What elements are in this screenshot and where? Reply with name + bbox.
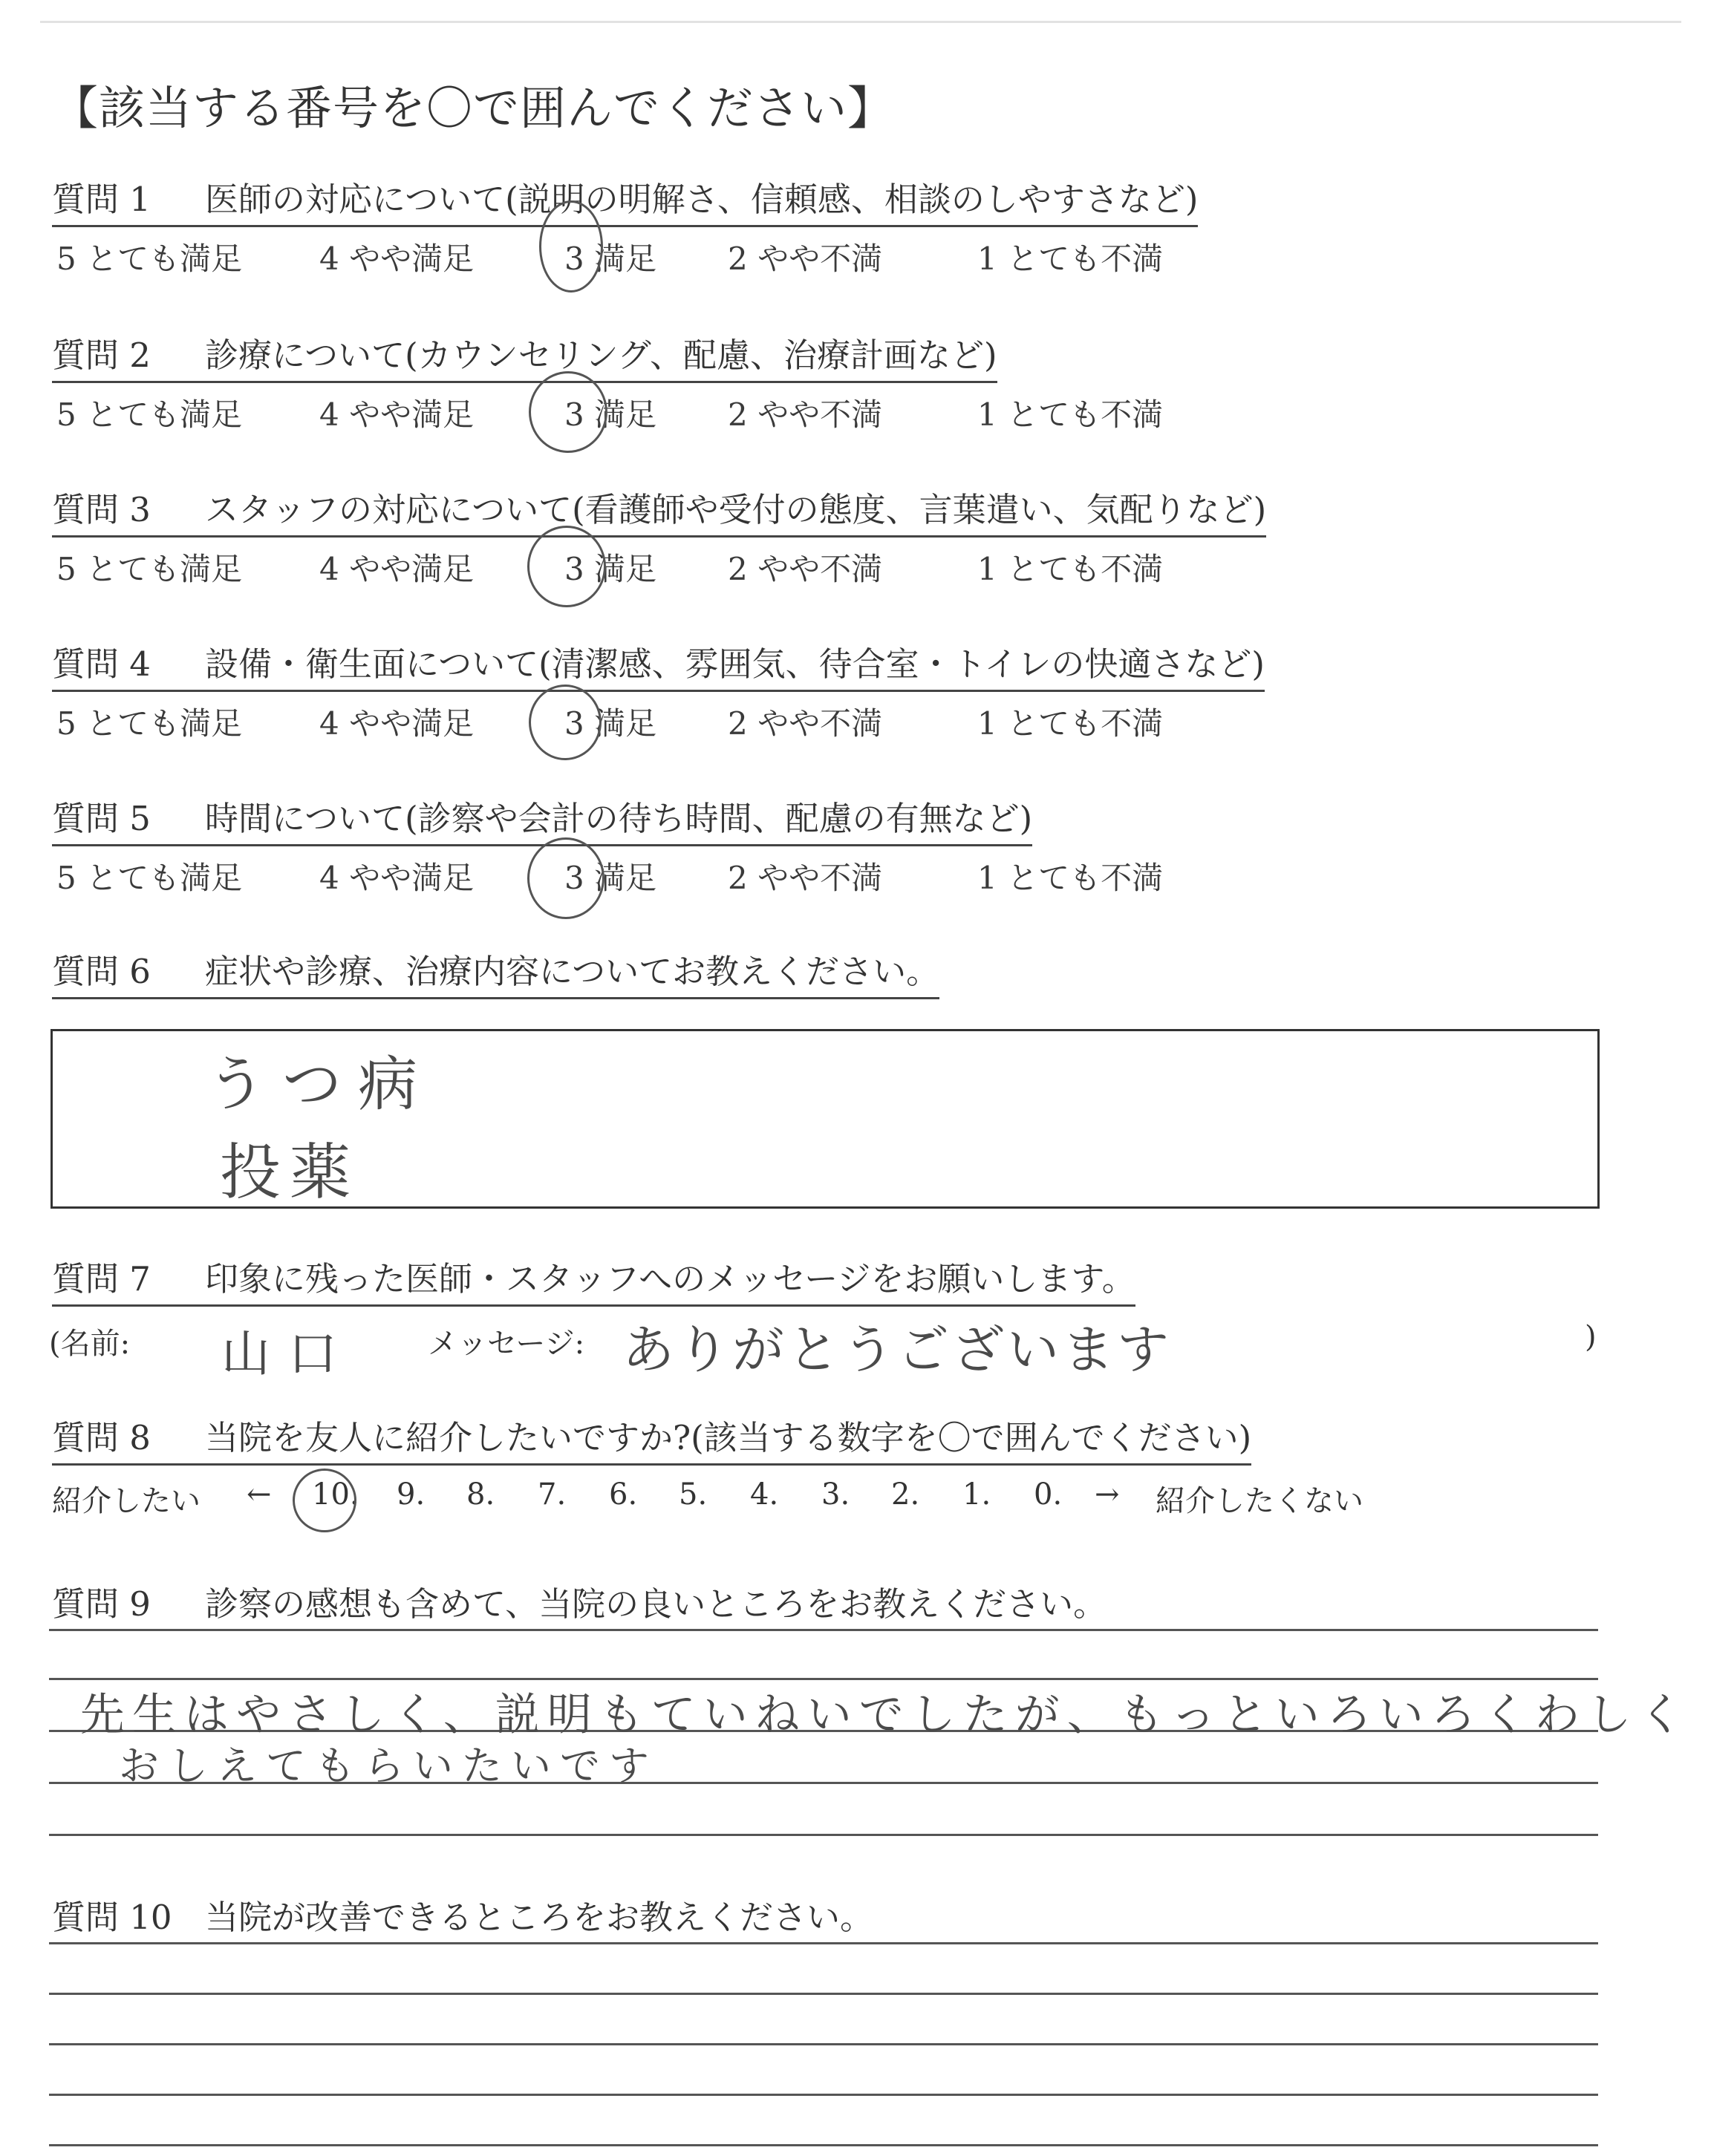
question-text: 医師の対応について(説明の明解さ、信頼感、相談のしやすさなど) [205,180,1199,219]
q10-answer-line [49,2094,1598,2096]
option-4[interactable]: 4 やや満足 [319,551,475,587]
top-edge-line [40,21,1681,23]
question-text: 診察の感想も含めて、当院の良いところをお教えください。 [205,1584,1107,1624]
q9-answer-line [49,1629,1598,1631]
question-4 [52,637,1265,692]
q9-answer-line-2[interactable]: おしえてもらいたいです [119,1742,658,1789]
question-text: 診療について(カウンセリング、配慮、治療計画など) [205,336,997,375]
handdrawn-circle-q5 [527,837,604,919]
option-2[interactable]: 2 やや不満 [728,860,883,896]
question-text: 設備・衛生面について(清潔感、雰囲気、待合室・トイレの快適さなど) [205,644,1265,684]
q6-answer-line-2: 投薬 [220,1137,360,1208]
question-5 [52,791,1032,846]
option-1[interactable]: 1 とても不満 [977,241,1164,277]
question-text: スタッフの対応について(看護師や受付の態度、言葉遣い、気配りなど) [205,490,1267,529]
question-number: 質問 7 [52,1259,151,1298]
question-1 [52,172,1198,227]
q10-answer-line [49,2043,1598,2045]
message-label: メッセージ: [428,1327,585,1361]
arrow-left-icon: ← [247,1477,272,1512]
question-6 [52,944,939,999]
score-7[interactable]: 7. [538,1477,567,1512]
score-0[interactable]: 0. [1034,1477,1063,1512]
option-5[interactable]: 5 とても満足 [56,705,243,742]
option-3[interactable]: 3 満足 [564,396,657,433]
question-number: 質問 1 [52,180,151,219]
question-2 [52,328,997,383]
question-10 [52,1890,873,1943]
option-1[interactable]: 1 とても不満 [977,551,1164,587]
option-1[interactable]: 1 とても不満 [977,396,1164,433]
option-4[interactable]: 4 やや満足 [319,705,475,742]
handdrawn-circle-q3 [527,526,606,607]
option-1[interactable]: 1 とても不満 [977,705,1164,742]
question-text: 時間について(診察や会計の待ち時間、配慮の有無など) [205,799,1033,838]
question-number: 質問 9 [52,1584,151,1624]
q10-answer-line [49,1942,1598,1944]
question-text: 症状や診療、治療内容についてお教えください。 [205,952,940,991]
recommend-left-label: 紹介したい [52,1484,201,1518]
option-4[interactable]: 4 やや満足 [319,241,475,277]
score-5[interactable]: 5. [679,1477,708,1512]
q7-name-value[interactable]: 山口 [221,1325,355,1382]
close-paren: ) [1585,1320,1597,1354]
question-number: 質問 10 [52,1898,172,1937]
q9-answer-line [49,1834,1598,1836]
question-number: 質問 2 [52,336,151,375]
option-5[interactable]: 5 とても満足 [56,551,243,587]
recommend-scale [52,1477,1611,1518]
question-8 [52,1411,1251,1466]
question-text: 当院を友人に紹介したいですか?(該当する数字を〇で囲んでください) [205,1418,1252,1457]
q6-answer-line-1: うつ病 [206,1050,434,1119]
question-3 [52,483,1266,538]
option-5[interactable]: 5 とても満足 [56,396,243,433]
score-8[interactable]: 8. [466,1477,495,1512]
score-6[interactable]: 6. [609,1477,638,1512]
option-2[interactable]: 2 やや不満 [728,396,883,433]
q9-answer-line-1[interactable]: 先生はやさしく、説明もていねいでしたが、もっといろいろくわしく [80,1689,1691,1741]
option-5[interactable]: 5 とても満足 [56,860,243,896]
question-text: 当院が改善できるところをお教えください。 [205,1898,874,1937]
q10-answer-line [49,2144,1598,2146]
question-9 [52,1577,1107,1630]
question-number: 質問 5 [52,799,151,838]
option-3[interactable]: 3 満足 [564,551,657,587]
score-4[interactable]: 4. [750,1477,779,1512]
handdrawn-circle-q4 [529,685,602,760]
question-number: 質問 8 [52,1418,151,1457]
score-3[interactable]: 3. [821,1477,850,1512]
question-number: 質問 4 [52,644,151,684]
option-3[interactable]: 3 満足 [564,241,657,277]
form-instruction: 【該当する番号を〇で囲んでください】 [52,81,895,135]
option-3[interactable]: 3 満足 [564,705,657,742]
handdrawn-circle-q8 [293,1469,356,1532]
q7-message-value[interactable]: ありがとうございます [622,1319,1172,1380]
score-9[interactable]: 9. [397,1477,426,1512]
q10-answer-line [49,1993,1598,1995]
handdrawn-circle-q1 [539,200,603,293]
question-number: 質問 6 [52,952,151,991]
name-label: (名前: [49,1327,131,1361]
option-2[interactable]: 2 やや不満 [728,705,883,742]
option-3[interactable]: 3 満足 [564,860,657,896]
option-2[interactable]: 2 やや不満 [728,241,883,277]
handdrawn-circle-q2 [529,371,607,453]
score-1[interactable]: 1. [962,1477,991,1512]
question-text: 印象に残った医師・スタッフへのメッセージをお願いします。 [205,1259,1135,1298]
option-5[interactable]: 5 とても満足 [56,241,243,277]
option-2[interactable]: 2 やや不満 [728,551,883,587]
score-2[interactable]: 2. [891,1477,920,1512]
arrow-right-icon: → [1095,1477,1120,1512]
score-10[interactable]: 10. [312,1477,359,1512]
option-1[interactable]: 1 とても不満 [977,860,1164,896]
recommend-right-label: 紹介したくない [1156,1484,1363,1518]
question-number: 質問 3 [52,490,151,529]
question-7 [52,1252,1135,1307]
option-4[interactable]: 4 やや満足 [319,396,475,433]
option-4[interactable]: 4 やや満足 [319,860,475,896]
